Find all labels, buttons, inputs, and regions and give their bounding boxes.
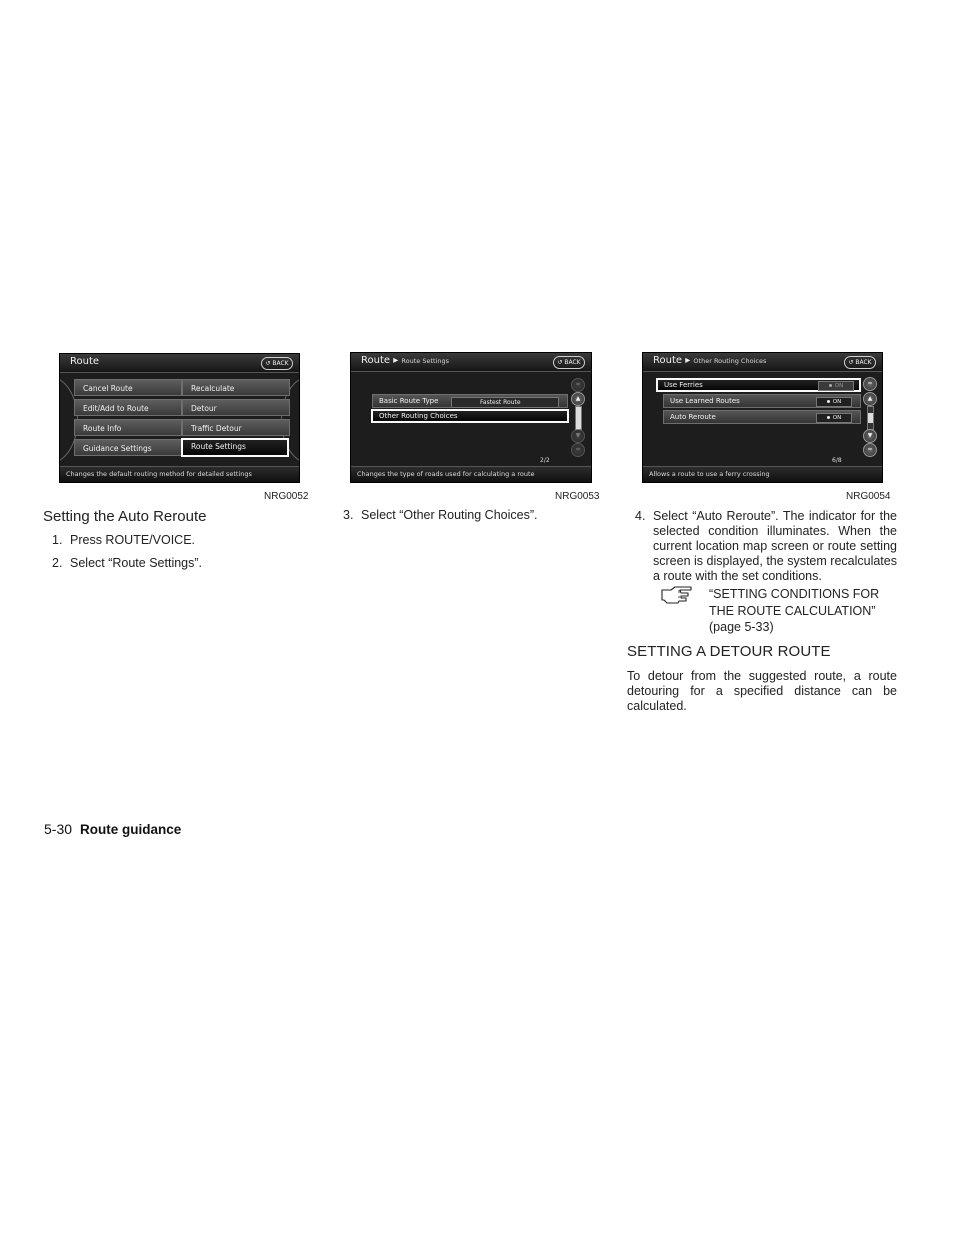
step-number: 3. (343, 508, 354, 522)
scroll-bottom-icon[interactable]: ≈ (571, 443, 585, 457)
on-indicator: ON (818, 381, 854, 391)
figure-caption: NRG0054 (846, 491, 891, 502)
screen-header (643, 353, 882, 372)
footer-hint: Changes the default routing method for detailed settings (66, 470, 252, 478)
step-3 (343, 508, 603, 524)
back-button[interactable]: ↺ BACK (844, 356, 876, 369)
pointing-hand-icon (661, 586, 693, 604)
route-type-value: Fastest Route (451, 397, 559, 408)
footer-hint: Changes the type of roads used for calculating a route (357, 470, 535, 478)
scroll-down-icon[interactable]: ▼ (571, 429, 585, 443)
screen-other-routing-choices (642, 352, 883, 483)
page-indicator: 6/8 (832, 457, 842, 464)
step-1 (52, 533, 292, 549)
step-text: Select “Route Settings”. (70, 556, 203, 570)
step-text: Select “Other Routing Choices”. (361, 508, 538, 522)
footer-hint: Allows a route to use a ferry crossing (649, 470, 770, 478)
page-number: 5-30 (44, 821, 73, 837)
scrollbar-thumb[interactable] (868, 413, 873, 423)
page-indicator: 2/2 (540, 457, 550, 464)
screen-footer (60, 466, 299, 482)
subsection-heading: Setting the Auto Reroute (43, 508, 207, 525)
on-indicator: ON (816, 413, 852, 423)
screen-title: Route (70, 356, 100, 367)
scrollbar-thumb[interactable] (576, 407, 581, 429)
section-heading: SETTING A DETOUR ROUTE (627, 643, 831, 660)
screen-subtitle: Route Settings (401, 357, 450, 365)
screen-title: Route ▸ Other Routing Choices (653, 355, 767, 366)
screen-footer (643, 466, 882, 482)
section-name: Route guidance (80, 822, 182, 837)
screen-header (351, 353, 591, 372)
screen-route-menu (59, 353, 300, 483)
use-ferries-row[interactable] (656, 378, 861, 392)
step-number: 1. (52, 533, 63, 547)
guidance-settings-button[interactable]: Guidance Settings (74, 439, 182, 456)
scroll-up-icon[interactable]: ▲ (863, 392, 877, 406)
figure-caption: NRG0052 (264, 491, 309, 502)
scroll-bottom-icon[interactable]: ≈ (863, 443, 877, 457)
route-settings-button[interactable]: Route Settings (181, 438, 289, 457)
screen-header (60, 354, 299, 373)
traffic-detour-button[interactable]: Traffic Detour (182, 419, 290, 436)
screen-footer (351, 466, 591, 482)
row-label: Basic Route Type (379, 397, 439, 405)
scroll-up-icon[interactable]: ▲ (571, 392, 585, 406)
screen-title: Route ▸ Route Settings (361, 355, 450, 366)
cross-reference: “SETTING CONDITIONS FOR THE ROUTE CALCULATION” (page 5-33) (709, 587, 880, 634)
screen-route-settings (350, 352, 592, 483)
on-indicator: ON (816, 397, 852, 407)
scrollbar[interactable] (867, 406, 874, 430)
row-label: Use Ferries (664, 381, 703, 389)
step-text: Press ROUTE/VOICE. (70, 533, 196, 547)
other-routing-choices-row[interactable]: Other Routing Choices (371, 409, 569, 423)
step-2 (52, 556, 292, 572)
screen-subtitle: Other Routing Choices (693, 357, 767, 365)
edit-add-to-route-button[interactable]: Edit/Add to Route (74, 399, 182, 416)
row-label: Auto Reroute (670, 413, 716, 421)
step-4-number: 4. (635, 509, 646, 523)
row-label: Use Learned Routes (670, 397, 740, 405)
figure-caption: NRG0053 (555, 491, 600, 502)
scroll-down-icon[interactable]: ▼ (863, 429, 877, 443)
route-info-button[interactable]: Route Info (74, 419, 182, 436)
scroll-top-icon[interactable]: ≈ (571, 378, 585, 392)
cancel-route-button[interactable]: Cancel Route (74, 379, 182, 396)
scrollbar[interactable] (575, 406, 582, 430)
basic-route-type-row[interactable] (372, 394, 568, 408)
recalculate-button[interactable]: Recalculate (182, 379, 290, 396)
auto-reroute-row[interactable] (663, 410, 861, 424)
back-button[interactable]: ↺ BACK (553, 356, 585, 369)
detour-button[interactable]: Detour (182, 399, 290, 416)
scroll-top-icon[interactable]: ≈ (863, 377, 877, 391)
back-button[interactable]: ↺ BACK (261, 357, 293, 370)
page-footer (44, 821, 181, 837)
step-4-text: Select “Auto Reroute”. The indicator for the selected condition illuminates. When the current location map screen or route setting screen is displayed, the system recalculates a route with the set conditions. (653, 509, 897, 583)
step-number: 2. (52, 556, 63, 570)
section-paragraph: To detour from the suggested route, a route detouring for a specified distance can be calculated. (627, 669, 897, 713)
use-learned-routes-row[interactable] (663, 394, 861, 408)
